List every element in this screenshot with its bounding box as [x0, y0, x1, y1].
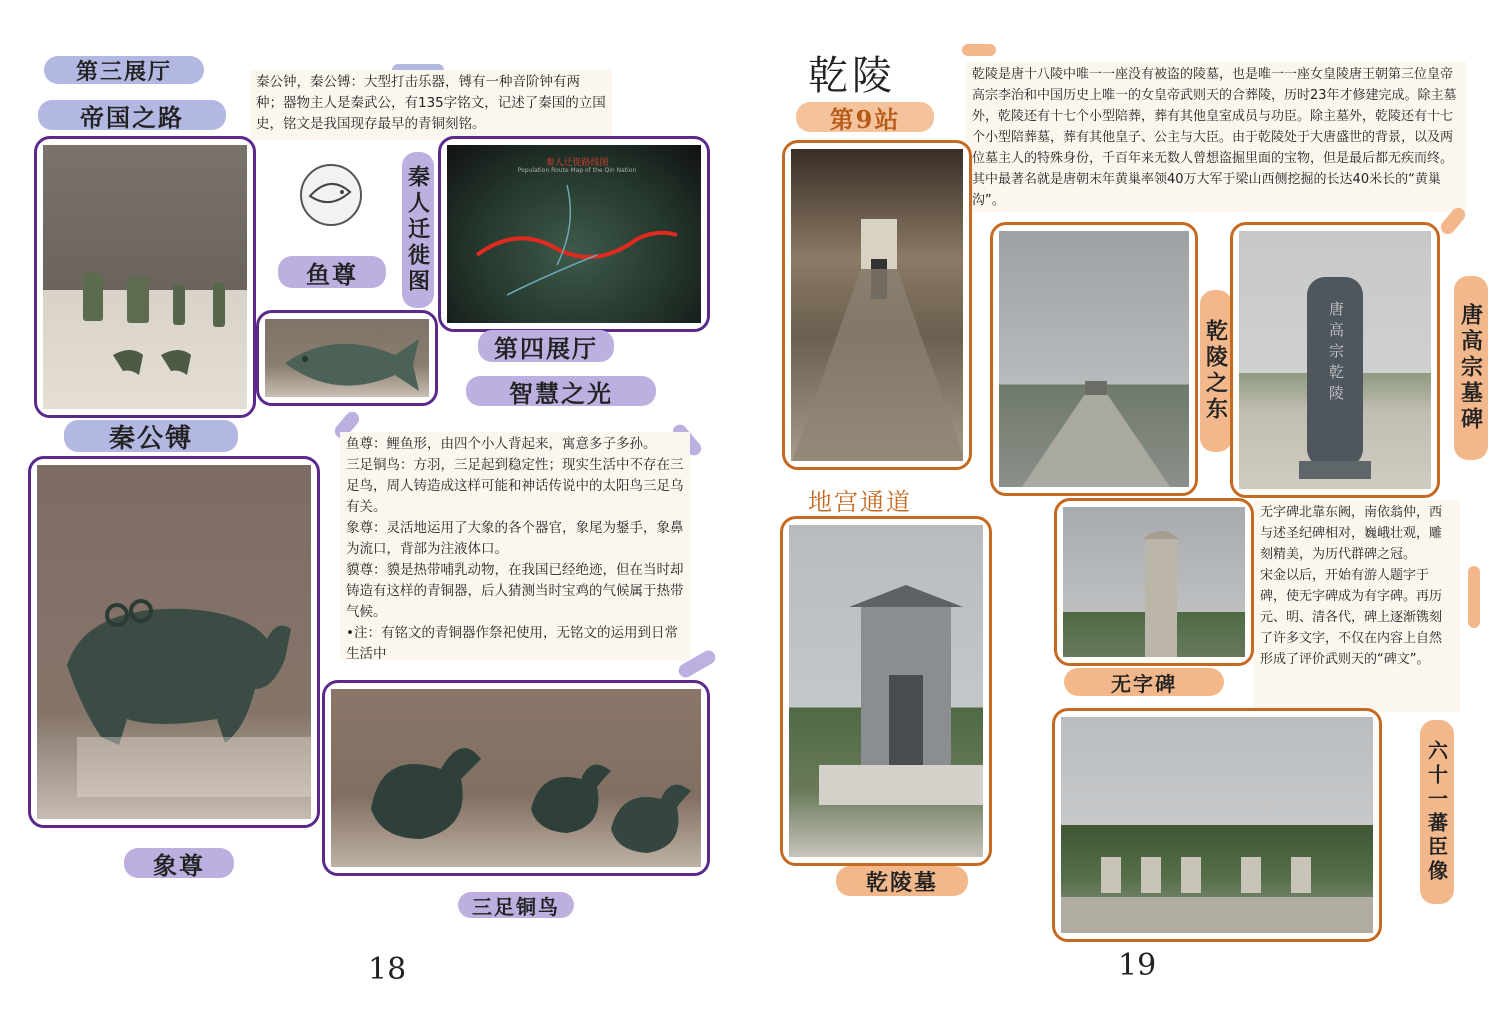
hall3-name: 帝国之路	[38, 100, 226, 130]
deco-bar	[1468, 566, 1480, 628]
wuzibei-photo	[1063, 507, 1245, 657]
elephant-zun-photo	[37, 465, 311, 819]
fish-zun-illustration	[265, 319, 429, 397]
qianling-title: 乾陵	[808, 53, 896, 99]
statues-illustration	[1061, 717, 1373, 933]
left-page	[0, 0, 748, 1022]
statues-photo-frame	[1052, 708, 1382, 942]
desc-elephant-zun: 象尊：灵活地运用了大象的各个器官，象尾为鋬手，象鼻为流口，背部为注液体口。	[346, 520, 684, 557]
map-title: 秦人迁徙路线图	[545, 158, 609, 168]
right-page	[752, 0, 1500, 1022]
stop-label: 第9站	[796, 102, 934, 132]
desc-tapir-zun: 貘尊：貘是热带哺乳动物，在我国已经绝迹，但在当时却铸造有这样的青铜器，后人猜测当时宝鸡的气候属于热带气候。	[346, 562, 684, 620]
fish-zun-photo-frame	[256, 310, 438, 406]
migration-map-photo	[447, 145, 701, 323]
stele-inscription: 唐高宗乾陵	[1327, 301, 1345, 406]
qianling-tomb-photo-frame	[780, 516, 992, 866]
statues-photo	[1061, 717, 1373, 933]
tomb-tower-illustration	[789, 525, 983, 857]
three-leg-bird-photo-frame	[322, 680, 710, 876]
desc-three-leg-bird: 三足铜鸟：方羽，三足起到稳定性；现实生活中不存在三足鸟，周人铸造成这样可能和神话传说中的太阳鸟三足乌有关。	[346, 457, 684, 515]
qin-bo-text: 秦公钟，秦公镈：大型打击乐器，镈有一种音阶钟有两种；器物主人是秦武公，有135字铭文，记述了秦国的立国史，铭文是我国现存最早的青铜刻铭。	[256, 74, 606, 132]
tunnel-label: 地宫通道	[808, 488, 912, 516]
qianling-tomb-label: 乾陵墓	[836, 866, 968, 896]
three-leg-bird-label: 三足铜鸟	[458, 892, 574, 918]
fish-sketch-icon	[296, 160, 366, 230]
deco-bar	[962, 44, 996, 56]
elephant-zun-photo-frame	[28, 456, 320, 828]
qin-bo-label: 秦公镈	[64, 420, 238, 452]
elephant-zun-illustration	[37, 465, 311, 819]
statues-label: 六十一蕃臣像	[1420, 720, 1454, 904]
qianling-tomb-photo	[789, 525, 983, 857]
wuzibei-text-2: 宋金以后，开始有游人题字于碑，使无字碑成为有字碑。再历元、明、清各代，碑上逐渐镌刻了许多文字，不仅在内容上自然形成了评价武则天的“碑文”。	[1260, 568, 1443, 667]
hall4-name: 智慧之光	[466, 376, 656, 406]
page-number-left: 18	[368, 952, 407, 987]
elephant-zun-label: 象尊	[124, 848, 234, 878]
map-subtitle: Population Route Map of the Qin Nation	[517, 167, 637, 174]
qianling-intro-text: 乾陵是唐十八陵中唯一一座没有被盗的陵墓，也是唯一一座女皇陵唐王朝第三位皇帝高宗李治和中国历史上唯一的女皇帝武则天的合葬陵，历时23年才修建完成。除主墓外，乾陵还有十七个小型陪葬，葬有其他皇室成员与功臣。除主墓外，乾陵还有十七个小型陪葬墓，葬有其他皇子、公主与大臣。由于乾陵处于大唐盛世的背景，以及两位墓主人的特殊身份，千百年来无数人曾想盗掘里面的宝物，但是最后都无疾而终。其中最著名就是唐朝末年黄巢率领40万大军于梁山西侧挖掘的长达40米长的“黄巢沟”。	[972, 67, 1457, 208]
qianling-intro	[966, 62, 1466, 212]
tunnel-photo	[791, 149, 963, 461]
bronze-bells-illustration	[43, 145, 247, 409]
fish-zun-photo	[265, 319, 429, 397]
stele-label: 唐高宗墓碑	[1454, 276, 1488, 460]
migration-map-frame	[438, 136, 710, 332]
tunnel-illustration	[791, 149, 963, 461]
three-leg-bird-photo	[331, 689, 701, 867]
qin-bo-photo-frame	[34, 136, 256, 418]
qin-bo-photo	[43, 145, 247, 409]
wuzibei-description	[1254, 500, 1460, 712]
stele-photo	[1239, 231, 1431, 489]
page-number-right: 19	[1118, 948, 1157, 983]
migration-map-label: 秦人迁徙图	[402, 152, 434, 308]
hall3-label: 第三展厅	[44, 56, 204, 84]
road-illustration	[999, 231, 1189, 487]
wuzibei-label: 无字碑	[1064, 668, 1224, 696]
east-road-photo-frame	[990, 222, 1198, 496]
wuzibei-text-1: 无字碑北靠东阙，南依翁仲，西与述圣纪碑相对，巍峨壮观，雕刻精美，为历代群碑之冠。	[1260, 505, 1443, 562]
east-road-label: 乾陵之东	[1200, 290, 1232, 452]
qin-bo-description	[250, 70, 612, 140]
stele-photo-frame	[1230, 222, 1440, 498]
wuzibei-illustration	[1063, 507, 1245, 657]
bronze-birds-illustration	[331, 689, 701, 867]
fish-zun-label: 鱼尊	[278, 256, 386, 288]
migration-route-illustration	[447, 145, 701, 323]
desc-note: •注：有铭文的青铜器作祭祀使用，无铭文的运用到日常生活中	[346, 625, 678, 662]
wuzibei-photo-frame	[1054, 498, 1254, 666]
desc-fish-zun: 鱼尊：鲤鱼形，由四个小人背起来，寓意多子多孙。	[346, 436, 657, 452]
east-road-photo	[999, 231, 1189, 487]
bronze-descriptions	[340, 432, 690, 660]
hall4-label: 第四展厅	[478, 330, 614, 362]
tunnel-photo-frame	[782, 140, 972, 470]
